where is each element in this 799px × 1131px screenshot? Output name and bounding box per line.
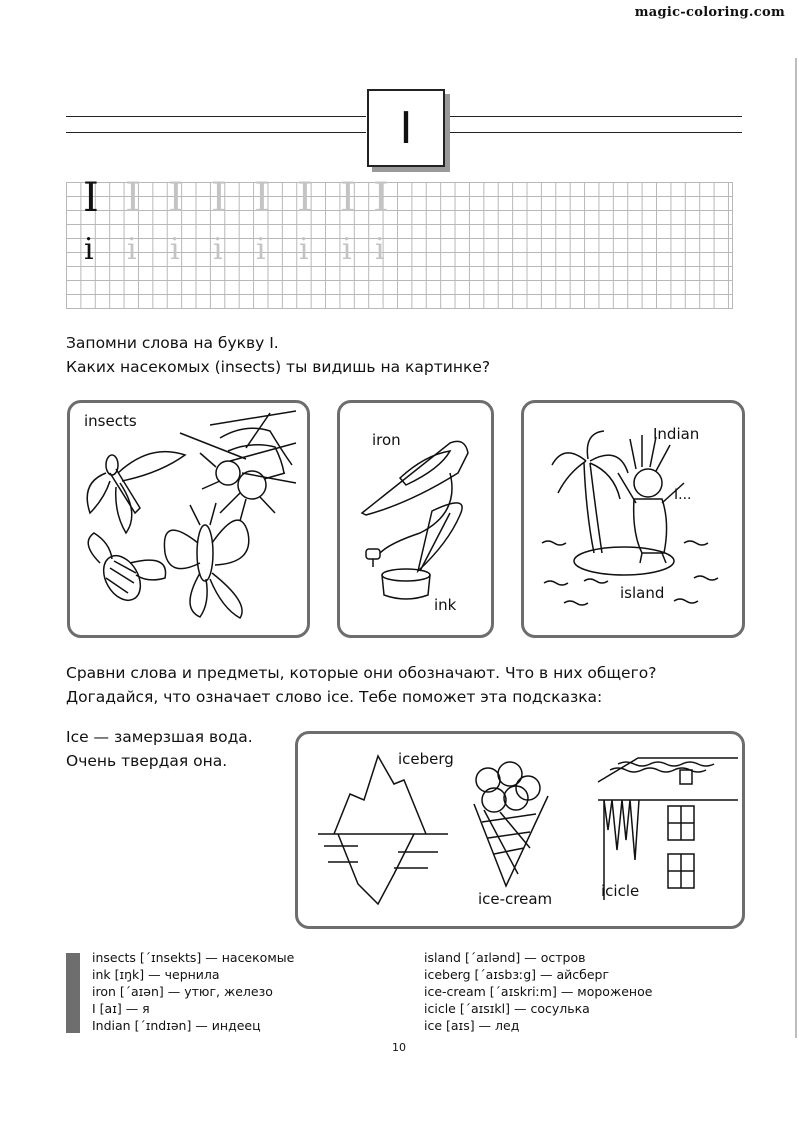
insects-card — [67, 400, 310, 638]
intro-line-1: Запомни слова на букву I. — [66, 334, 279, 352]
letter-lower-trace: i — [213, 232, 223, 267]
page-edge — [795, 58, 797, 1038]
vocab-entry: iron [´aɪən] — утюг, железо — [92, 984, 273, 999]
letter-capital-trace: I — [125, 175, 141, 221]
vocab-entry: I [aɪ] — я — [92, 1001, 150, 1016]
letter-capital-trace: I — [168, 175, 184, 221]
letter-lower-trace: i — [299, 232, 309, 267]
letter-lower-trace: i — [375, 232, 385, 267]
letter-lower-trace: i — [127, 232, 137, 267]
indian-speech: I... — [674, 487, 692, 503]
header-rule — [444, 116, 742, 117]
letter-lower-trace: i — [256, 232, 266, 267]
letter-capital-trace: I — [211, 175, 227, 221]
iron-label: iron — [372, 431, 401, 449]
insects-illustration — [70, 403, 307, 635]
page-number: 10 — [392, 1041, 406, 1054]
riddle-line-1: Ice — замерзшая вода. — [66, 728, 253, 746]
vocab-entry: icicle [´aɪsɪkl] — сосулька — [424, 1001, 590, 1016]
letter-lower-trace: i — [342, 232, 352, 267]
indian-island-illustration — [524, 403, 742, 635]
vocab-entry: insects [´ɪnsekts] — насекомые — [92, 950, 295, 965]
vocab-entry: iceberg [´aɪsbɜːg] — айсберг — [424, 967, 610, 982]
ice-illustration — [298, 734, 742, 926]
intro-line-2: Каких насекомых (insects) ты видишь на картинке? — [66, 358, 491, 376]
vocab-entry: island [´aɪlənd] — остров — [424, 950, 586, 965]
ice-card — [295, 731, 745, 929]
writing-grid — [66, 175, 733, 309]
ice-cream-label: ice-cream — [478, 890, 553, 908]
header-rule — [66, 116, 366, 117]
indian-label: Indian — [653, 425, 700, 443]
iron-ink-illustration — [340, 403, 491, 635]
vocab-entry: ice [aɪs] — лед — [424, 1018, 520, 1033]
letter-capital-trace: I — [254, 175, 270, 221]
letter-box — [367, 89, 445, 167]
site-watermark: magic-coloring.com — [634, 5, 785, 20]
compare-line-2: Догадайся, что означает слово ice. Тебе поможет эта подсказка: — [66, 688, 603, 706]
letter-lower-trace: i — [170, 232, 180, 267]
letter-capital-trace: I — [373, 175, 389, 221]
letter-capital-trace: I — [297, 175, 313, 221]
vocab-right — [424, 949, 652, 1034]
letter-capital-trace: I — [340, 175, 356, 221]
letter-heading: I — [399, 102, 413, 154]
ink-label: ink — [434, 596, 457, 614]
island-label: island — [620, 584, 665, 602]
iceberg-label: iceberg — [398, 750, 454, 768]
compare-line-1: Сравни слова и предметы, которые они обозначают. Что в них общего? — [66, 664, 657, 682]
header-rule — [66, 132, 366, 133]
letter-lower-sample: i — [84, 232, 94, 267]
vocab-bar — [66, 953, 80, 1033]
vocab-entry: Indian [´ɪndɪən] — индеец — [92, 1018, 261, 1033]
icicle-label: icicle — [601, 882, 640, 900]
iron-ink-card — [337, 400, 494, 638]
letter-capital-sample: I — [83, 175, 99, 221]
indian-island-card — [521, 400, 745, 638]
header-rule — [444, 132, 742, 133]
insects-label: insects — [84, 412, 137, 430]
vocab-left — [92, 949, 294, 1034]
vocab-entry: ice-cream [´aɪskriːm] — мороженое — [424, 984, 653, 999]
riddle-line-2: Очень твердая она. — [66, 752, 228, 770]
vocab-entry: ink [ɪŋk] — чернила — [92, 967, 220, 982]
